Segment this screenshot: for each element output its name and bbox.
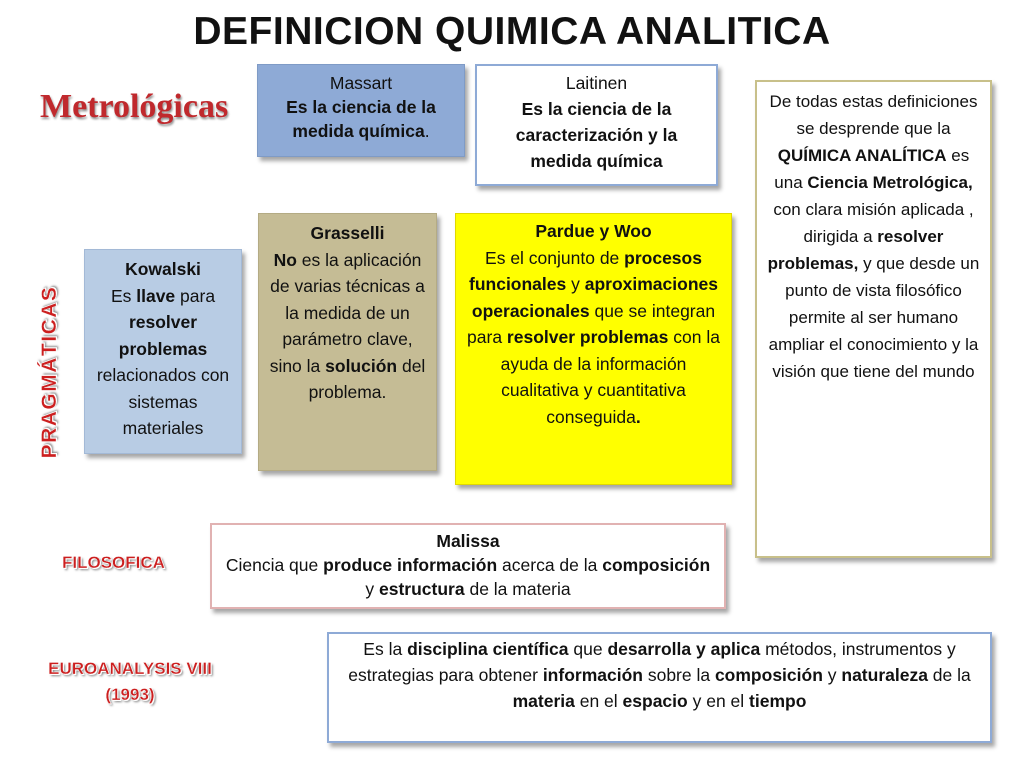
laitinen-text: Es la ciencia de la caracterización y la medida química — [515, 99, 678, 171]
metrologicas-label: Metrológicas — [40, 88, 229, 125]
pragmaticas-label — [30, 287, 70, 457]
euroanalysis-definition-box — [327, 632, 992, 743]
massart-author: Massart — [329, 73, 393, 93]
grasselli-definition-box — [258, 213, 437, 471]
kowalski-text: Es llave para resolver problemas relacionados con sistemas materiales — [96, 285, 230, 438]
malissa-text: Ciencia que produce información acerca de la composición y estructura de la materia — [225, 555, 711, 599]
massart-text: Es la ciencia de la medida química. — [286, 97, 436, 141]
euroanalysis-label — [30, 656, 230, 708]
euroanalysis-label-line2: (1993) — [105, 685, 155, 704]
pragmaticas-label-text: PRAGMÁTICAS — [38, 285, 61, 459]
euroanalysis-text: Es la disciplina científica que desarrolla y aplica métodos, instrumentos y estrategias para obtener información sobre la composición y naturaleza de la materia en el espacio y en el tiempo — [348, 639, 971, 711]
malissa-definition-box — [210, 523, 726, 609]
massart-definition-box — [257, 64, 465, 157]
kowalski-definition-box — [84, 249, 242, 454]
pardue-woo-definition-box — [455, 213, 732, 485]
pardue-woo-text: Es el conjunto de procesos funcionales y aproximaciones operacionales que se integran para resolver problemas con la ayuda de la información cualitativa y cuantitativa conseguida. — [467, 247, 720, 427]
malissa-author: Malissa — [436, 531, 500, 551]
kowalski-author: Kowalski — [125, 259, 201, 279]
conclusion-box — [755, 80, 992, 558]
euroanalysis-label-line1: EUROANALYSIS VIII — [48, 659, 212, 678]
grasselli-author: Grasselli — [310, 223, 385, 243]
laitinen-author: Laitinen — [565, 73, 628, 93]
conclusion-text: De todas estas definiciones se desprende que la QUÍMICA ANALÍTICA es una Ciencia Metrológica, con clara misión aplicada , dirigida a resolver problemas, y que desde un punto de vista filosófico permite al ser humano ampliar el conocimiento y la visión que tiene del mundo — [767, 92, 980, 381]
grasselli-text: No es la aplicación de varias técnicas a la medida de un parámetro clave, sino la solución del problema. — [269, 249, 426, 402]
filosofica-label: FILOSOFICA — [62, 553, 165, 572]
laitinen-definition-box — [475, 64, 718, 186]
page-title: DEFINICION QUIMICA ANALITICA — [193, 10, 831, 53]
pardue-woo-author: Pardue y Woo — [535, 221, 652, 241]
